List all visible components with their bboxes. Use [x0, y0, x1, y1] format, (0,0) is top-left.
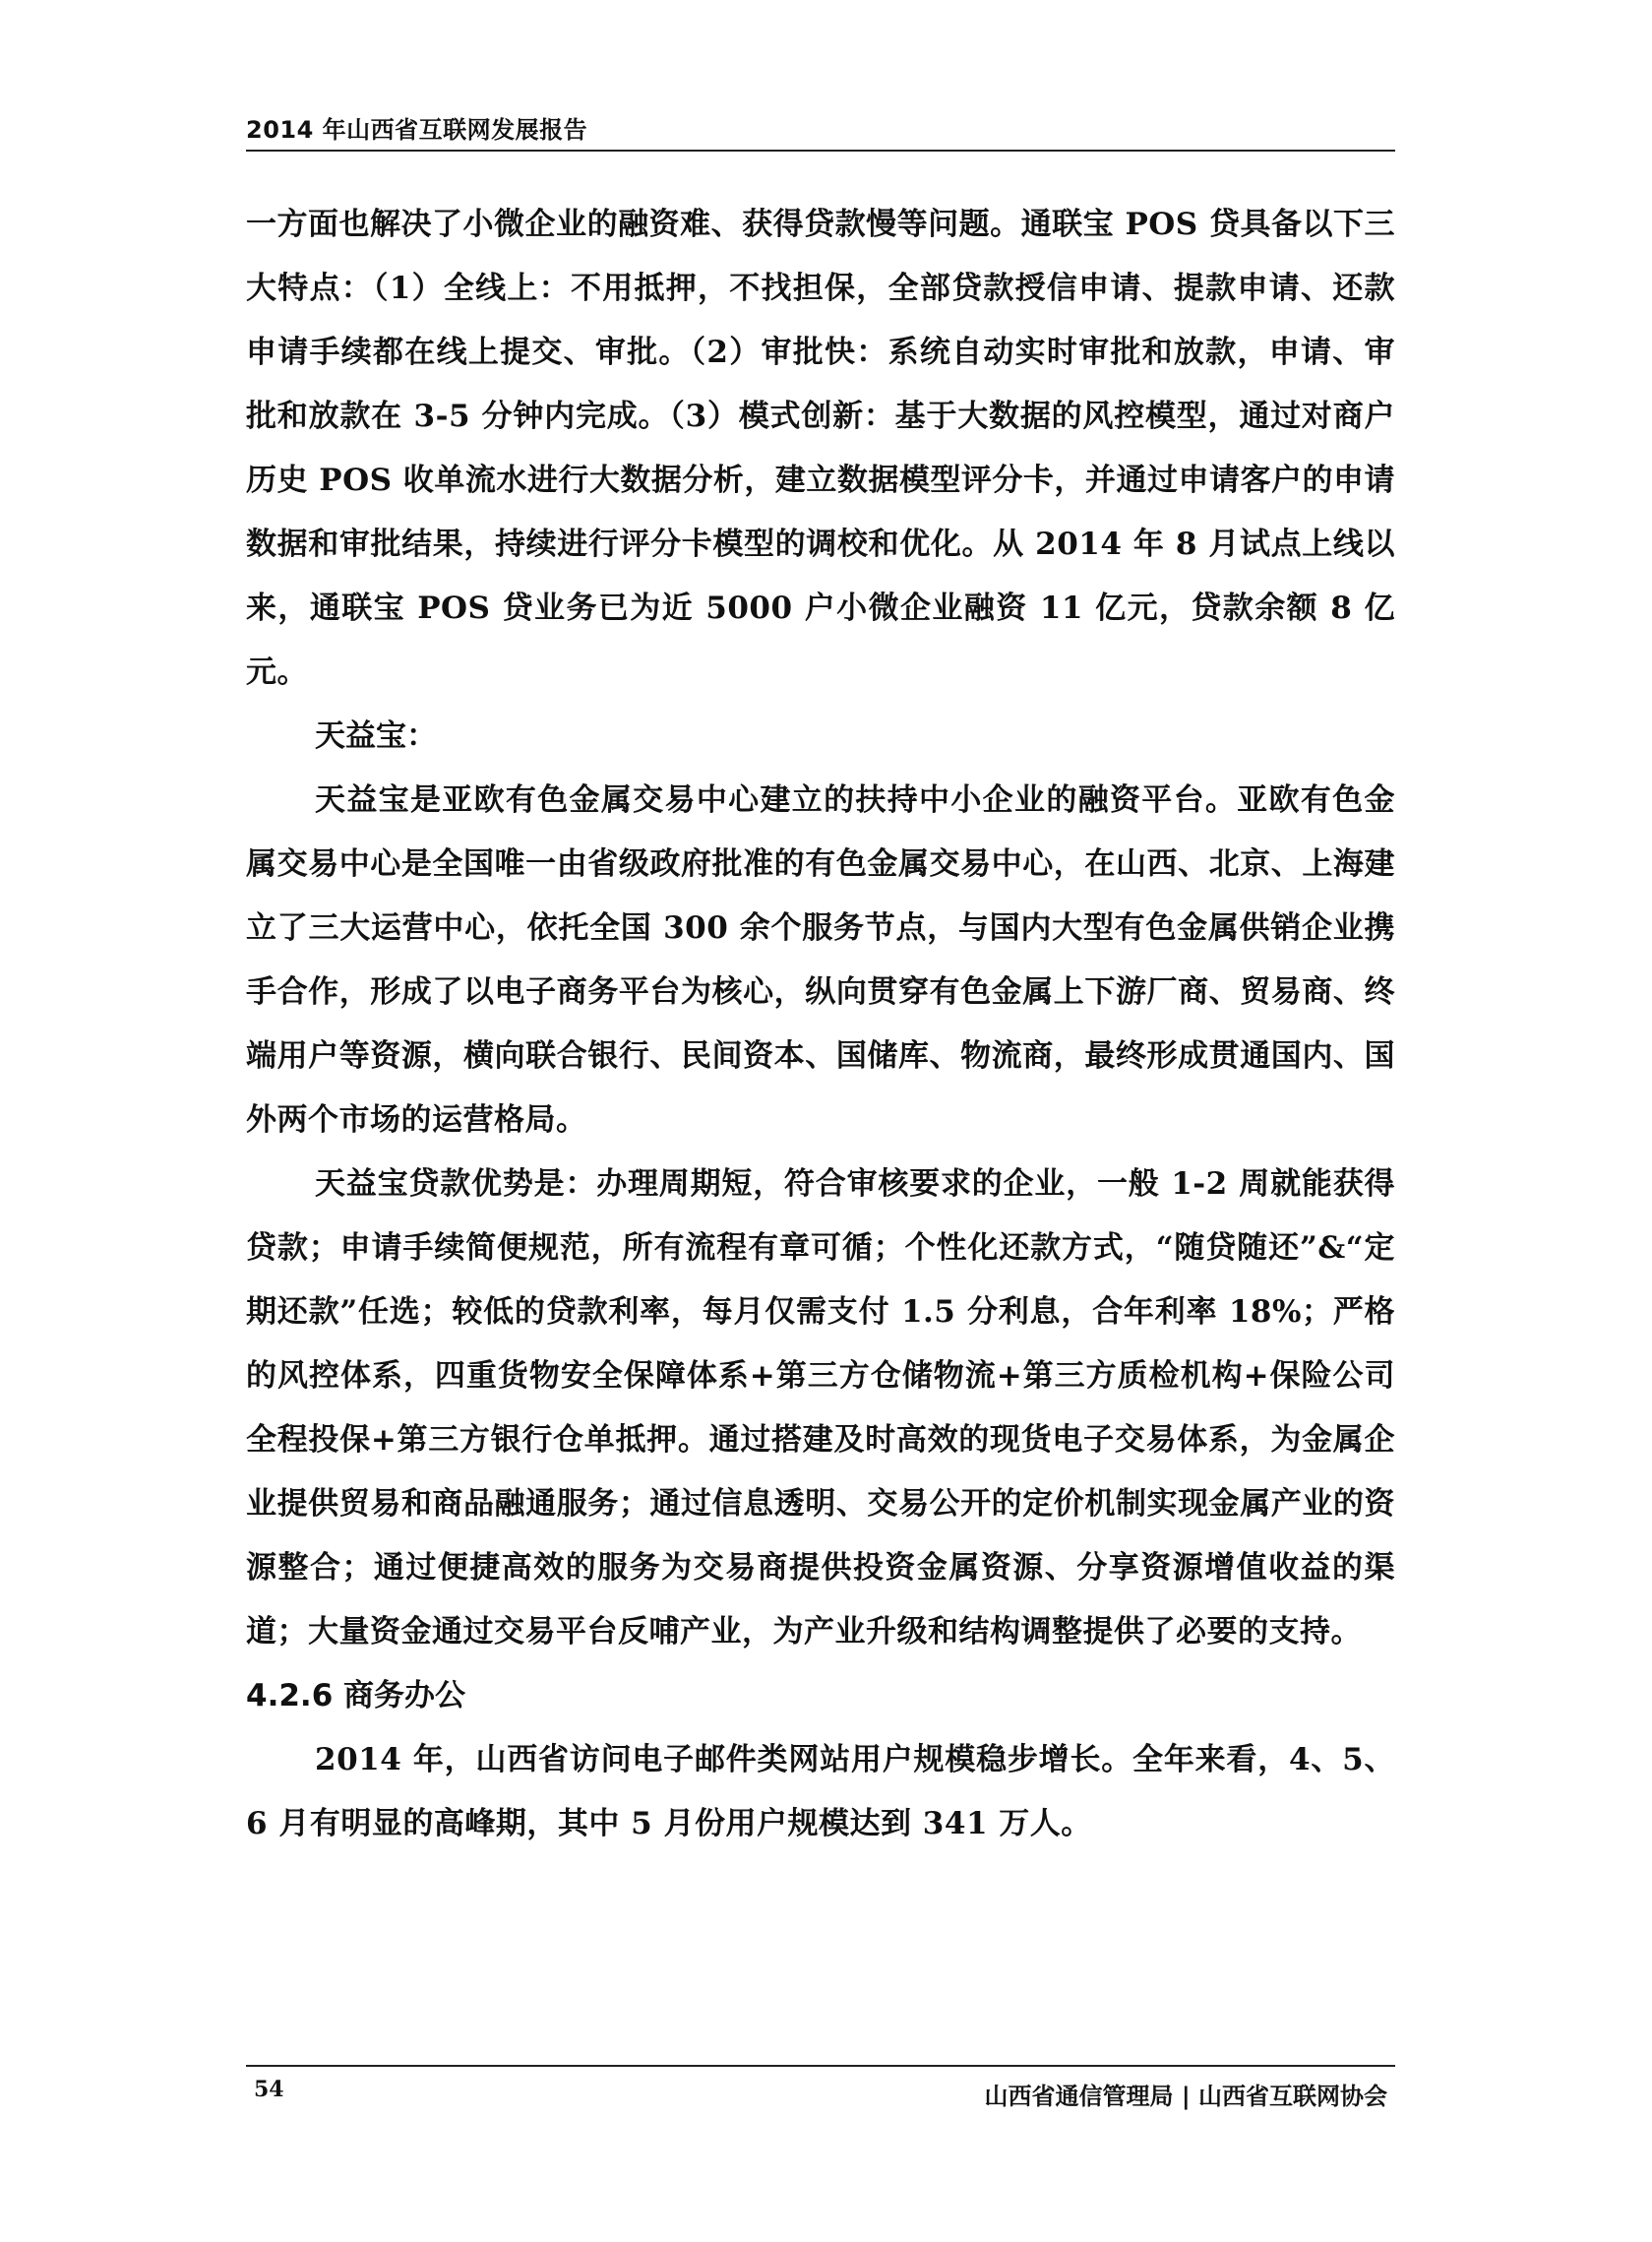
paragraph-tianyibao-advantages: 天益宝贷款优势是：办理周期短，符合审核要求的企业，一般 1-2 周就能获得贷款；申请手续简便规范，所有流程有章可循；个性化还款方式，“随贷随还”&“定期还款”任选；较低的贷款利率，每月仅需支付 1.5 分利息，合年利率 18%；严格的风控体系，四重货物安全保障体系+第三方仓储物流+第三方质检机构+保险公司全程投保+第三方银行仓单抵押。通过搭建及时高效的现货电子交易体系，为金属企业提供贸易和商品融通服务；通过信息透明、交易公开的定价机制实现金属产业的资源整合；通过便捷高效的服务为交易商提供投资金属资源、分享资源增值收益的渠道；大量资金通过交易平台反哺产业，为产业升级和结构调整提供了必要的支持。: [246, 1166, 1395, 1650]
footer-organizations: 山西省通信管理局 | 山西省互联网协会: [984, 2083, 1387, 2110]
report-title: 2014 年山西省互联网发展报告: [246, 116, 588, 144]
page-number: 54: [254, 2077, 284, 2102]
page-footer: [246, 2065, 1395, 2110]
section-heading-business-office: 4.2.6 商务办公: [246, 1678, 466, 1713]
page-header: [246, 106, 1395, 152]
paragraph-tianyibao-intro: 天益宝是亚欧有色金属交易中心建立的扶持中小企业的融资平台。亚欧有色金属交易中心是全国唯一由省级政府批准的有色金属交易中心，在山西、北京、上海建立了三大运营中心，依托全国 300 余个服务节点，与国内大型有色金属供销企业携手合作，形成了以电子商务平台为核心，纵向贯穿有色金属上下游厂商、贸易商、终端用户等资源，横向联合银行、民间资本、国储库、物流商，最终形成贯通国内、国外两个市场的运营格局。: [246, 782, 1395, 1138]
paragraph-email-users: 2014 年，山西省访问电子邮件类网站用户规模稳步增长。全年来看，4、5、6 月有明显的高峰期，其中 5 月份用户规模达到 341 万人。: [246, 1742, 1395, 1841]
paragraph-pos-loan-features: 一方面也解决了小微企业的融资难、获得贷款慢等问题。通联宝 POS 贷具备以下三大特点：（1）全线上：不用抵押，不找担保，全部贷款授信申请、提款申请、还款申请手续都在线上提交、审批。（2）审批快：系统自动实时审批和放款，申请、审批和放款在 3-5 分钟内完成。（3）模式创新：基于大数据的风控模型，通过对商户历史 POS 收单流水进行大数据分析，建立数据模型评分卡，并通过申请客户的申请数据和审批结果，持续进行评分卡模型的调校和优化。从 2014 年 8 月试点上线以来，通联宝 POS 贷业务已为近 5000 户小微企业融资 11 亿元，贷款余额 8 亿元。: [246, 207, 1395, 690]
subheading-tianyibao: 天益宝：: [315, 718, 437, 754]
page-content: [246, 193, 1395, 1856]
